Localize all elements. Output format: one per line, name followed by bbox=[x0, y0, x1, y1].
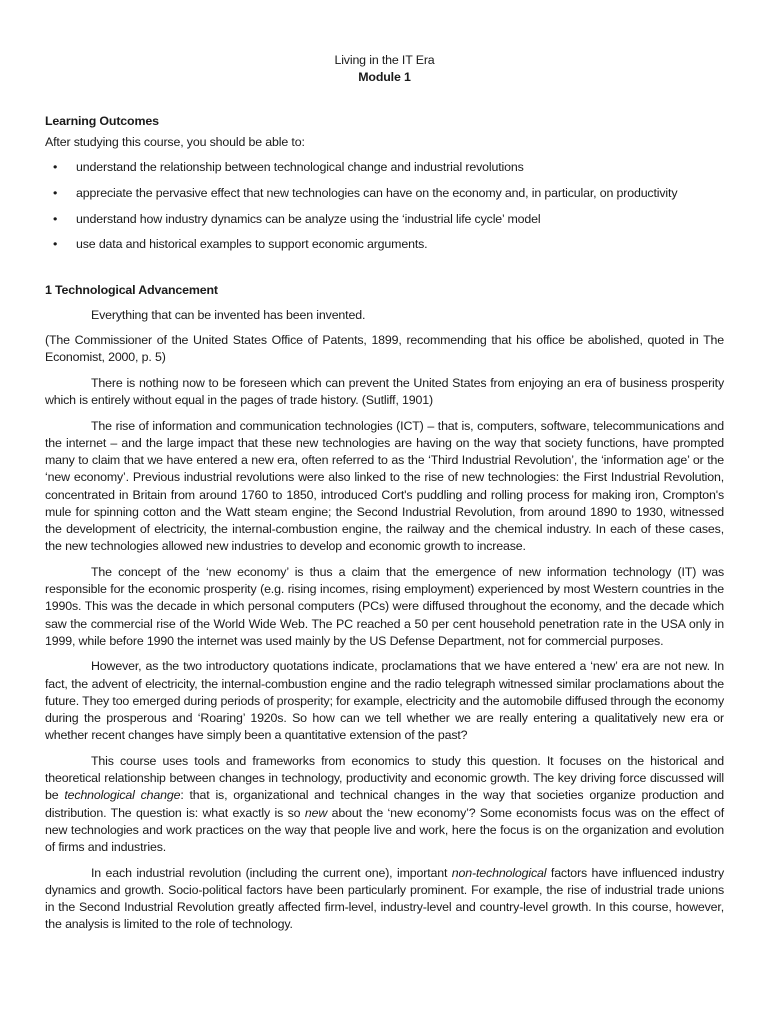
bullet-icon: • bbox=[53, 237, 58, 252]
bullet-icon: • bbox=[53, 186, 58, 201]
bullet-icon: • bbox=[53, 160, 58, 175]
list-item bbox=[45, 236, 724, 253]
bullet-icon: • bbox=[53, 211, 58, 226]
list-item bbox=[45, 185, 724, 202]
list-item-text: use data and historical examples to support economic arguments. bbox=[76, 237, 428, 252]
list-item bbox=[45, 159, 724, 176]
opening-quote: Everything that can be invented has been invented. bbox=[91, 307, 366, 322]
paragraph-course-tools: This course uses tools and frameworks from economics to study this question. It focuses on the historical and theoretical relationship between changes in technology, productivity and economic growth. The key driving force discussed will be technological change: that is, organizational and technical changes in the way that societies organize production and distribution. The question is: what exactly is so new about the ‘new economy’? Some economists focus was on the effect of new technologies and work practices on the way that people live and work, here the focus is on the organization and evolution of firms and industries. bbox=[45, 754, 724, 855]
list-item-text: appreciate the pervasive effect that new technologies can have on the economy and, in particular, on productivity bbox=[76, 186, 678, 201]
emphasis-non-technological: non-technological bbox=[451, 865, 547, 880]
list-item-text: understand the relationship between technological change and industrial revolutions bbox=[76, 160, 524, 175]
section-heading: 1 Technological Advancement bbox=[45, 282, 218, 297]
paragraph-proclamations: However, as the two introductory quotations indicate, proclamations that we have entered a ‘new’ era are not new. In fact, the advent of electricity, the internal-combustion engine and the radio telegraph witnessed similar proclamations about the future. They too emerged during periods of prosperity; for example, electricity and the automobile diffused through the economy during the prosperous and ‘Roaring’ 1920s. So how can we tell whether we are really entering a qualitatively new era or whether recent changes have simply been a quantitative extension of the past? bbox=[45, 659, 724, 743]
quote-source: (The Commissioner of the United States Office of Patents, 1899, recommending that his office be abolished, quoted in The Economist, 2000, p. 5) bbox=[45, 333, 724, 365]
list-item bbox=[45, 211, 724, 228]
learning-outcomes-list bbox=[45, 159, 724, 253]
learning-outcomes-heading: Learning Outcomes bbox=[45, 114, 159, 129]
second-quote: There is nothing now to be foreseen which can prevent the United States from enjoying an era of business prosperity which is entirely without equal in the pages of trade history. (Sutliff, 1901) bbox=[45, 375, 724, 408]
document-title: Living in the IT Era bbox=[334, 53, 435, 67]
emphasis-new: new bbox=[304, 805, 328, 820]
emphasis-technological-change: technological change bbox=[64, 788, 181, 803]
module-title: Module 1 bbox=[358, 70, 411, 85]
paragraph-industrial-revolution: In each industrial revolution (including the current one), important non-technological factors have influenced industry dynamics and growth. Socio-political factors have been particularly prominent. For example, the rise of industrial trade unions in the Second Industrial Revolution greatly affected firm-level, industry-level and country-level growth. In this course, however, the analysis is limited to the role of technology. bbox=[45, 865, 724, 932]
list-item-text: understand how industry dynamics can be analyze using the ‘industrial life cycle’ model bbox=[76, 211, 541, 226]
learning-outcomes-intro: After studying this course, you should be able to: bbox=[45, 134, 305, 149]
paragraph-ict: The rise of information and communication technologies (ICT) – that is, computers, software, telecommunications and the internet – and the large impact that these new technologies are having on the way that society functions, have prompted many to claim that we have entered a new era, often referred to as the ‘Third Industrial Revolution’, the ‘information age’ or the ‘new economy’. Previous industrial revolutions were also linked to the rise of new technologies: the First Industrial Revolution, concentrated in Britain from around 1760 to 1850, introduced Cort's puddling and rolling process for making iron, Crompton's mule for spinning cotton and the Watt steam engine; the Second Industrial Revolution, from around 1890 to 1930, witnessed the development of electricity, the internal-combustion engine, the railway and the chemical industry. In each of these cases, the new technologies allowed new industries to develop and economic growth to increase. bbox=[45, 418, 724, 554]
paragraph-new-economy: The concept of the ‘new economy’ is thus a claim that the emergence of new information technology (IT) was responsible for the economic prosperity (e.g. rising incomes, rising employment) experienced by most Western countries in the 1990s. This was the decade in which personal computers (PCs) were diffused throughout the economy, and the decade which saw the commercial rise of the World Wide Web. The PC reached a 50 per cent household penetration rate in the USA only in 1999, while before 1990 the internet was used mainly by the US Defense Department, not for commercial purposes. bbox=[45, 564, 724, 648]
